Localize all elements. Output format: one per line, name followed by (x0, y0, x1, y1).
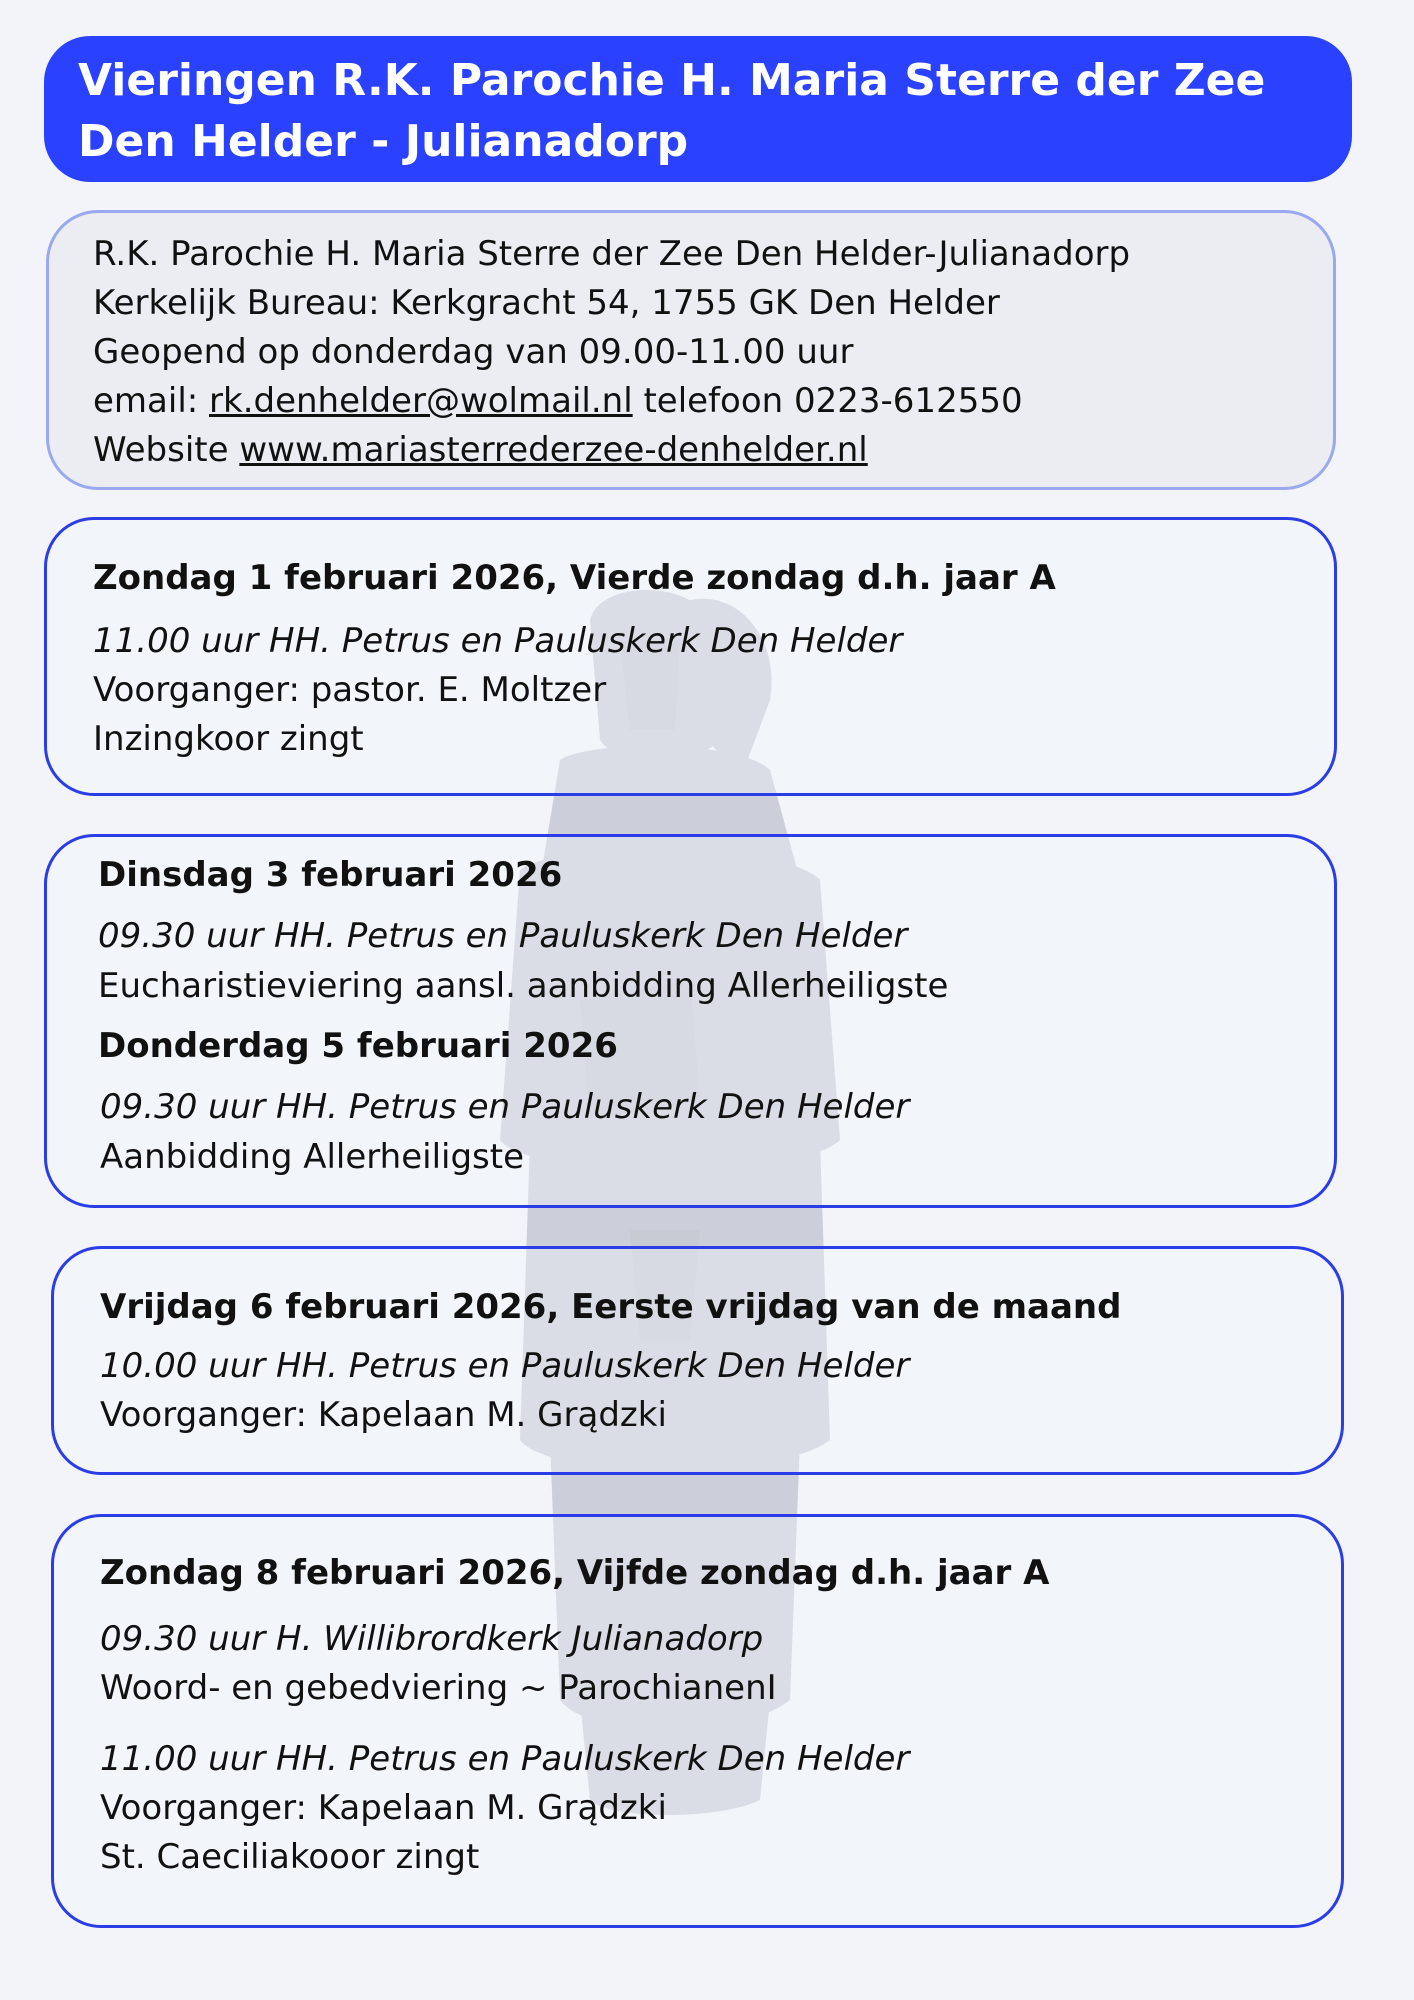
service-card-weekdays-3-5-feb (44, 834, 1337, 1208)
service-heading: Donderdag 5 februari 2026 (98, 1026, 618, 1066)
website-link[interactable]: www.mariasterrederzee-denhelder.nl (239, 430, 868, 470)
website-label: Website (93, 430, 240, 470)
service-time-place: 09.30 uur H. Willibrordkerk Julianadorp (100, 1619, 764, 1659)
email-phone-line (93, 377, 1289, 426)
service-detail: Woord- en gebedviering ~ ParochianenI (100, 1668, 777, 1708)
service-detail: Voorganger: pastor. E. Moltzer (93, 670, 607, 710)
service-card-sunday-1-feb (44, 517, 1337, 796)
title-line-1: Vieringen R.K. Parochie H. Maria Sterre der Zee (78, 55, 1266, 106)
service-card-friday-6-feb (51, 1246, 1344, 1475)
service-detail: Eucharistieviering aansl. aanbidding Allerheiligste (98, 966, 949, 1006)
service-detail: Voorganger: Kapelaan M. Grądzki (100, 1788, 667, 1828)
office-hours: Geopend op donderdag van 09.00-11.00 uur (93, 332, 854, 372)
service-heading: Zondag 8 februari 2026, Vijfde zondag d.h. jaar A (100, 1553, 1050, 1593)
service-time-place: 11.00 uur HH. Petrus en Pauluskerk Den Helder (100, 1739, 910, 1779)
service-time-place: 09.30 uur HH. Petrus en Pauluskerk Den Helder (98, 916, 908, 956)
service-heading: Dinsdag 3 februari 2026 (98, 855, 563, 895)
service-time-place: 09.30 uur HH. Petrus en Pauluskerk Den Helder (100, 1087, 910, 1127)
office-address: Kerkelijk Bureau: Kerkgracht 54, 1755 GK Den Helder (93, 283, 1000, 323)
service-detail: Aanbidding Allerheiligste (100, 1137, 525, 1177)
phone-text: telefoon 0223-612550 (632, 381, 1023, 421)
service-detail: Inzingkoor zingt (93, 719, 364, 759)
service-time-place: 11.00 uur HH. Petrus en Pauluskerk Den Helder (93, 621, 903, 661)
service-heading: Zondag 1 februari 2026, Vierde zondag d.h. jaar A (93, 558, 1056, 598)
page-title-banner (44, 36, 1352, 182)
service-time-place: 10.00 uur HH. Petrus en Pauluskerk Den Helder (100, 1346, 910, 1386)
service-detail: Voorganger: Kapelaan M. Grądzki (100, 1395, 667, 1435)
parish-name: R.K. Parochie H. Maria Sterre der Zee Den Helder-Julianadorp (93, 234, 1131, 274)
parish-contact-box (46, 210, 1336, 490)
website-line (93, 426, 1289, 475)
email-link[interactable]: rk.denhelder@wolmail.nl (209, 381, 633, 421)
service-heading: Vrijdag 6 februari 2026, Eerste vrijdag van de maand (100, 1287, 1122, 1327)
email-label: email: (93, 381, 210, 421)
title-line-2: Den Helder - Julianadorp (78, 116, 689, 167)
service-detail: St. Caeciliakooor zingt (100, 1837, 480, 1877)
service-card-sunday-8-feb (51, 1514, 1344, 1928)
